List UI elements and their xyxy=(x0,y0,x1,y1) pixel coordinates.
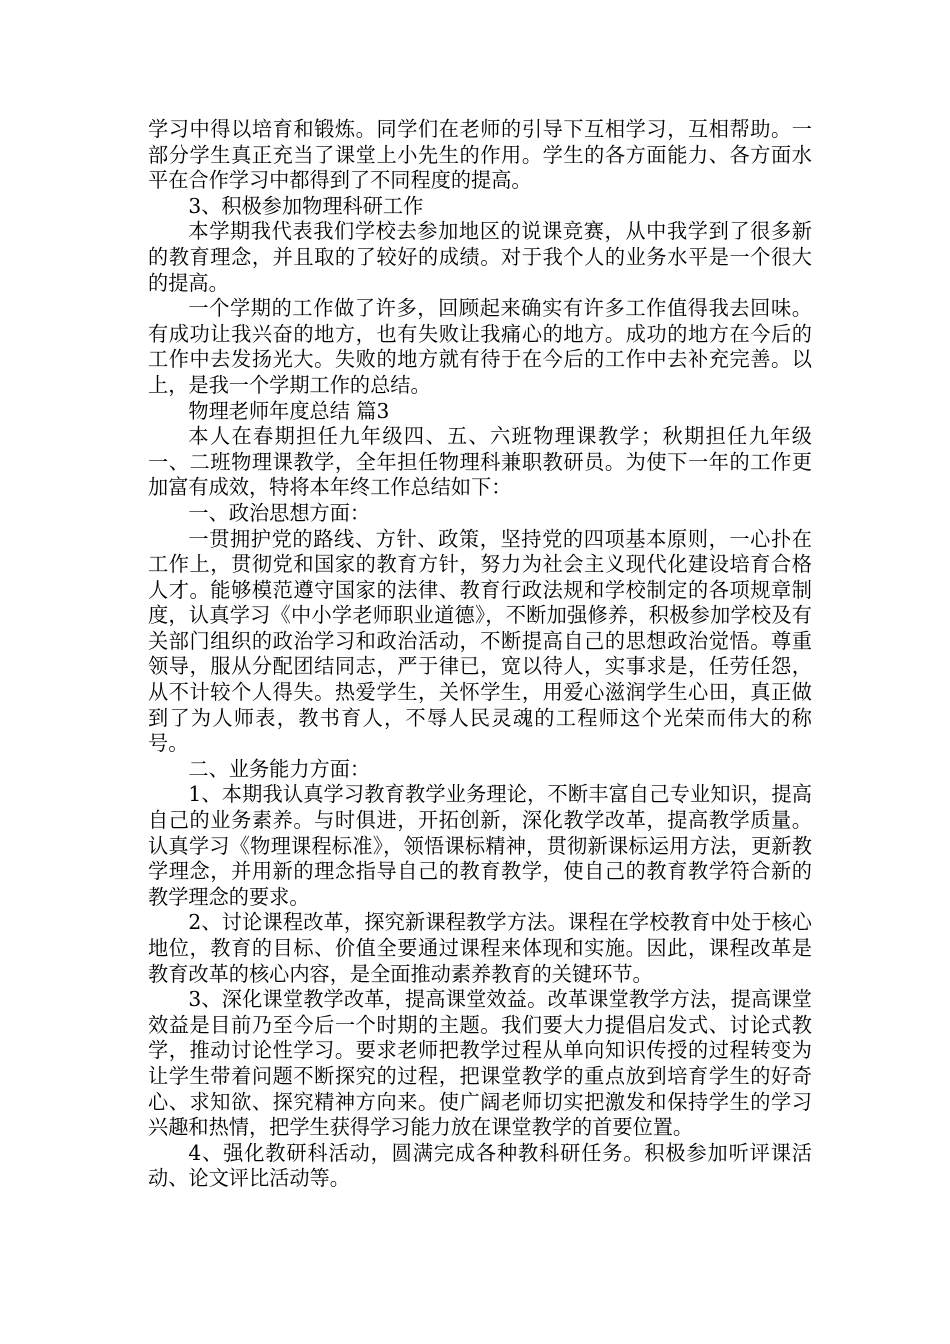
paragraph-semester-summary: 一个学期的工作做了许多，回顾起来确实有许多工作值得我去回味。有成功让我兴奋的地方，也有失败让我痛心的地方。成功的地方在今后的工作中去发扬光大。失败的地方就有待于在今后的工作中去补充完善。以上，是我一个学期工作的总结。 xyxy=(148,296,812,397)
section-heading-research: 3、积极参加物理科研工作 xyxy=(188,193,424,218)
paragraph-introduction: 本人在春期担任九年级四、五、六班物理课教学；秋期担任九年级一、二班物理课教学，全年担任物理科兼职教研员。为使下一年的工作更加富有成效，特将本年终工作总结如下： xyxy=(148,424,812,500)
paragraph-item-3: 3、深化课堂教学改革，提高课堂效益。改革课堂教学方法，提高课堂效益是目前乃至今后一个时期的主题。我们要大力提倡启发式、讨论式教学，推动讨论性学习。要求老师把教学过程从单向知识传授的过程转变为让学生带着问题不断探究的过程，把课堂教学的重点放到培育学生的好奇心、求知欲、探究精神方向来。使广阔老师切实把激发和保持学生的学习兴趣和热情，把学生获得学习能力放在课堂教学的首要位置。 xyxy=(148,987,812,1140)
section-heading-professional: 二、业务能力方面： xyxy=(188,756,371,781)
section-heading-political: 一、政治思想方面： xyxy=(188,500,371,525)
document-body xyxy=(148,117,812,1192)
paragraph-item-1: 1、本期我认真学习教育教学业务理论，不断丰富自己专业知识，提高自己的业务素养。与时俱进，开拓创新，深化教学改革，提高教学质量。认真学习《物理课程标准》，领悟课标精神，贯彻新课标运用方法，更新教学理念，并用新的理念指导自己的教育教学，使自己的教育教学符合新的教学理念的要求。 xyxy=(148,782,812,909)
paragraph-item-4: 4、强化教研科活动，圆满完成各种教科研任务。积极参加听评课活动、论文评比活动等。 xyxy=(148,1140,812,1191)
paragraph-item-2: 2、讨论课程改革，探究新课程教学方法。课程在学校教育中处于核心地位，教育的目标、价值全要通过课程来体现和实施。因此，课程改革是教育改革的核心内容，是全面推动素养教育的关键环节。 xyxy=(148,910,812,986)
article-title: 物理老师年度总结 篇3 xyxy=(188,398,390,423)
paragraph-continuation: 学习中得以培育和锻炼。同学们在老师的引导下互相学习，互相帮助。一部分学生真正充当了课堂上小先生的作用。学生的各方面能力、各方面水平在合作学习中都得到了不同程度的提高。 xyxy=(148,117,812,193)
paragraph-political: 一贯拥护党的路线、方针、政策，坚持党的四项基本原则，一心扑在工作上，贯彻党和国家的教育方针，努力为社会主义现代化建设培育合格人才。能够模范遵守国家的法律、教育行政法规和学校制定的各项规章制度，认真学习《中小学老师职业道德》，不断加强修养，积极参加学校及有关部门组织的政治学习和政治活动，不断提高自己的思想政治觉悟。尊重领导，服从分配团结同志，严于律已，宽以待人，实事求是，任劳任怨，从不计较个人得失。热爱学生，关怀学生，用爱心滋润学生心田，真正做到了为人师表，教书育人，不辱人民灵魂的工程师这个光荣而伟大的称号。 xyxy=(148,526,812,756)
paragraph-competition: 本学期我代表我们学校去参加地区的说课竞赛，从中我学到了很多新的教育理念，并且取的了较好的成绩。对于我个人的业务水平是一个很大的提高。 xyxy=(148,219,812,295)
